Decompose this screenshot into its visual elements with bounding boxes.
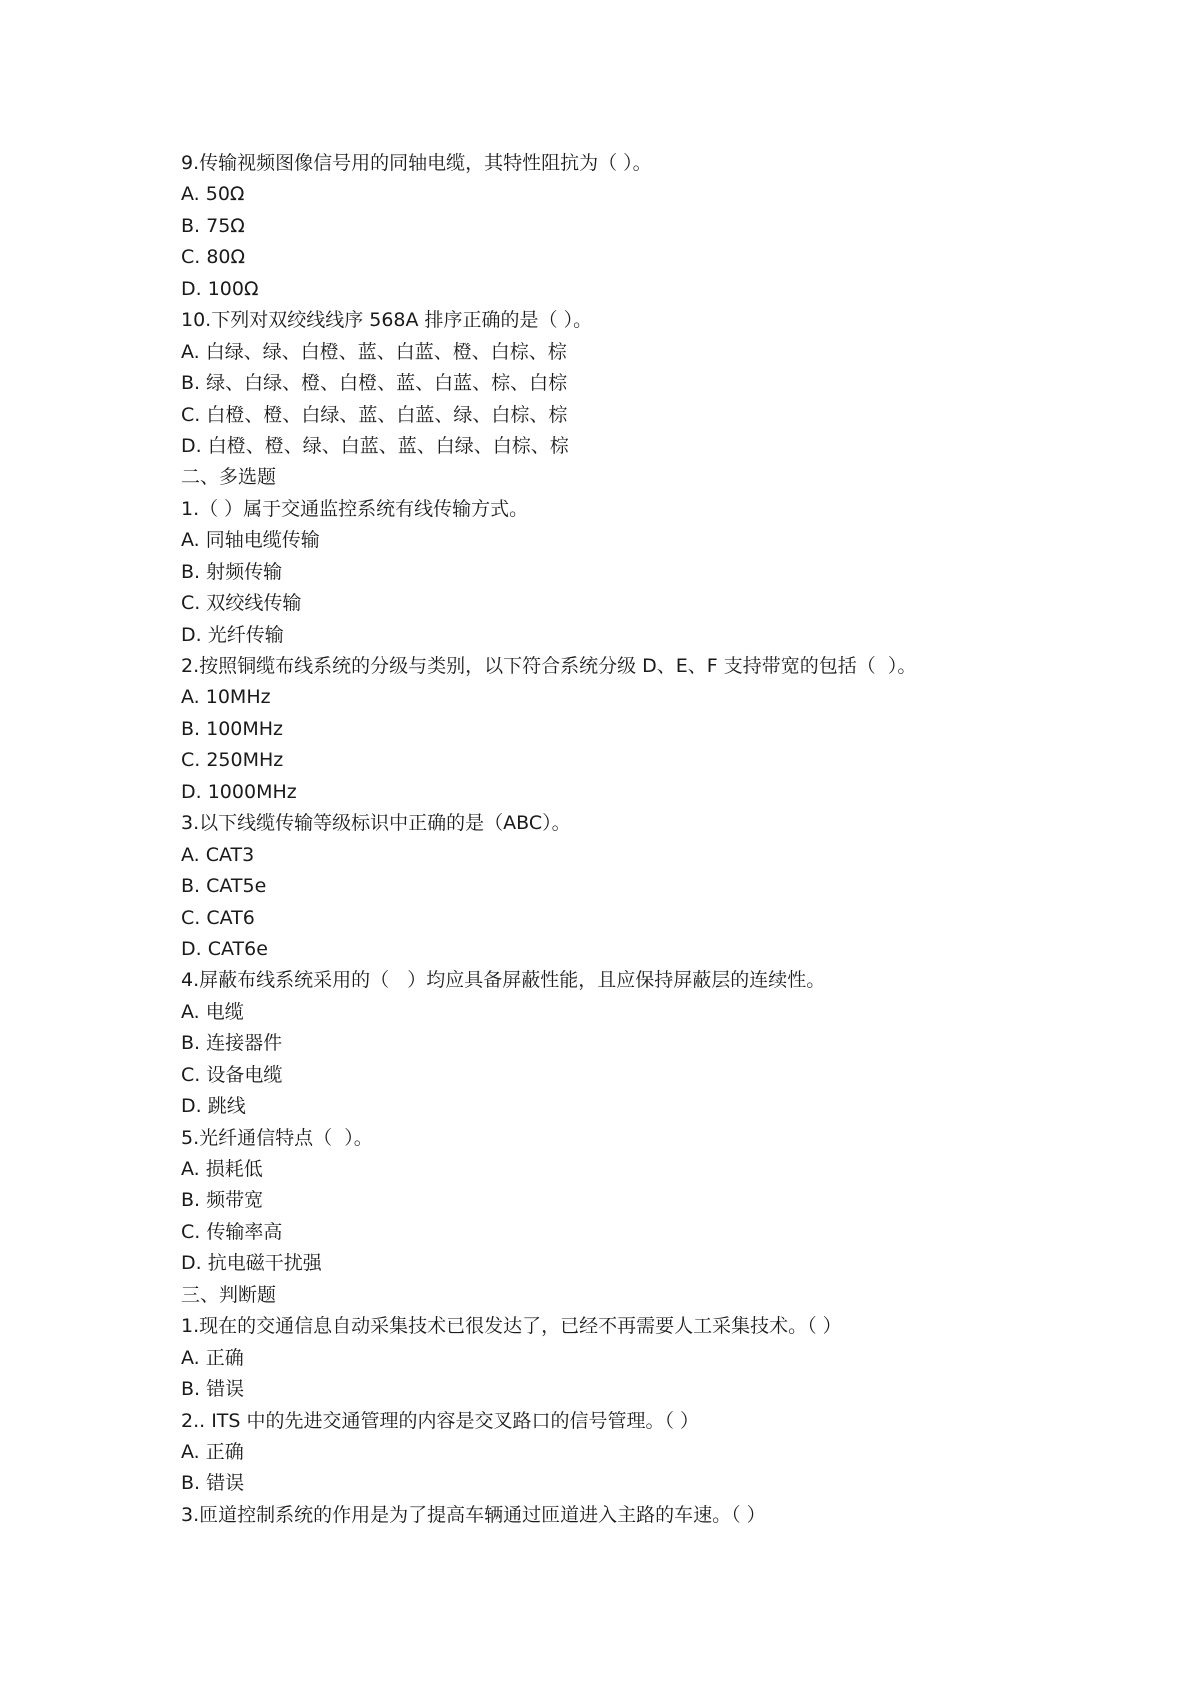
mc-question-3: 3.以下线缆传输等级标识中正确的是（ABC）。 bbox=[181, 812, 571, 835]
mc4-option-b: B. 连接器件 bbox=[181, 1032, 283, 1055]
mc1-option-a: A. 同轴电缆传输 bbox=[181, 529, 320, 552]
mc1-option-d: D. 光纤传输 bbox=[181, 623, 284, 646]
mc4-option-c: C. 设备电缆 bbox=[181, 1063, 283, 1086]
mc5-option-b: B. 频带宽 bbox=[181, 1189, 264, 1212]
mc-question-2: 2.按照铜缆布线系统的分级与类别，以下符合系统分级 D、E、F 支持带宽的包括（ ）。 bbox=[181, 655, 917, 677]
q10-option-c: C. 白橙、橙、白绿、蓝、白蓝、绿、白棕、棕 bbox=[181, 403, 568, 426]
tf1-option-a: A. 正确 bbox=[181, 1346, 244, 1369]
section-heading-multiple-choice: 二、多选题 bbox=[181, 466, 277, 489]
section-heading-true-false: 三、判断题 bbox=[181, 1283, 277, 1306]
mc3-option-c: C. CAT6 bbox=[181, 906, 255, 929]
q9-option-b: B. 75Ω bbox=[181, 214, 245, 237]
tf-question-2: 2.. ITS 中的先进交通管理的内容是交叉路口的信号管理。（ ） bbox=[181, 1409, 700, 1432]
mc-question-4: 4.屏蔽布线系统采用的（ ）均应具备屏蔽性能，且应保持屏蔽层的连续性。 bbox=[181, 969, 826, 992]
mc1-option-b: B. 射频传输 bbox=[181, 560, 283, 583]
mc3-option-d: D. CAT6e bbox=[181, 937, 268, 960]
mc2-option-c: C. 250MHz bbox=[181, 749, 284, 772]
mc5-option-c: C. 传输率高 bbox=[181, 1220, 283, 1243]
question-9: 9.传输视频图像信号用的同轴电缆，其特性阻抗为（ ）。 bbox=[181, 152, 652, 174]
mc4-option-a: A. 电缆 bbox=[181, 1000, 244, 1023]
mc-question-5: 5.光纤通信特点（ ）。 bbox=[181, 1126, 373, 1149]
mc2-option-d: D. 1000MHz bbox=[181, 780, 297, 803]
mc4-option-d: D. 跳线 bbox=[181, 1095, 246, 1118]
tf-question-3: 3.匝道控制系统的作用是为了提高车辆通过匝道进入主路的车速。（ ） bbox=[181, 1503, 766, 1526]
tf-question-1: 1.现在的交通信息自动采集技术已很发达了，已经不再需要人工采集技术。（ ） bbox=[181, 1315, 842, 1338]
tf1-option-b: B. 错误 bbox=[181, 1378, 245, 1401]
mc1-option-c: C. 双绞线传输 bbox=[181, 592, 302, 615]
q9-option-c: C. 80Ω bbox=[181, 246, 246, 269]
document-body bbox=[181, 148, 1101, 1531]
mc-question-1: 1.（ ）属于交通监控系统有线传输方式。 bbox=[181, 497, 529, 520]
q10-option-a: A. 白绿、绿、白橙、蓝、白蓝、橙、白棕、棕 bbox=[181, 340, 567, 363]
mc3-option-a: A. CAT3 bbox=[181, 843, 255, 866]
mc3-option-b: B. CAT5e bbox=[181, 875, 267, 898]
q10-option-d: D. 白橙、橙、绿、白蓝、蓝、白绿、白棕、棕 bbox=[181, 434, 569, 457]
q9-option-a: A. 50Ω bbox=[181, 183, 245, 206]
tf2-option-b: B. 错误 bbox=[181, 1472, 245, 1495]
question-10: 10.下列对双绞线线序 568A 排序正确的是（ ）。 bbox=[181, 309, 593, 332]
q9-option-d: D. 100Ω bbox=[181, 277, 259, 300]
mc2-option-b: B. 100MHz bbox=[181, 717, 284, 740]
mc5-option-d: D. 抗电磁干扰强 bbox=[181, 1252, 322, 1275]
q10-option-b: B. 绿、白绿、橙、白橙、蓝、白蓝、棕、白棕 bbox=[181, 372, 568, 395]
mc2-option-a: A. 10MHz bbox=[181, 686, 271, 709]
tf2-option-a: A. 正确 bbox=[181, 1440, 244, 1463]
mc5-option-a: A. 损耗低 bbox=[181, 1158, 263, 1180]
